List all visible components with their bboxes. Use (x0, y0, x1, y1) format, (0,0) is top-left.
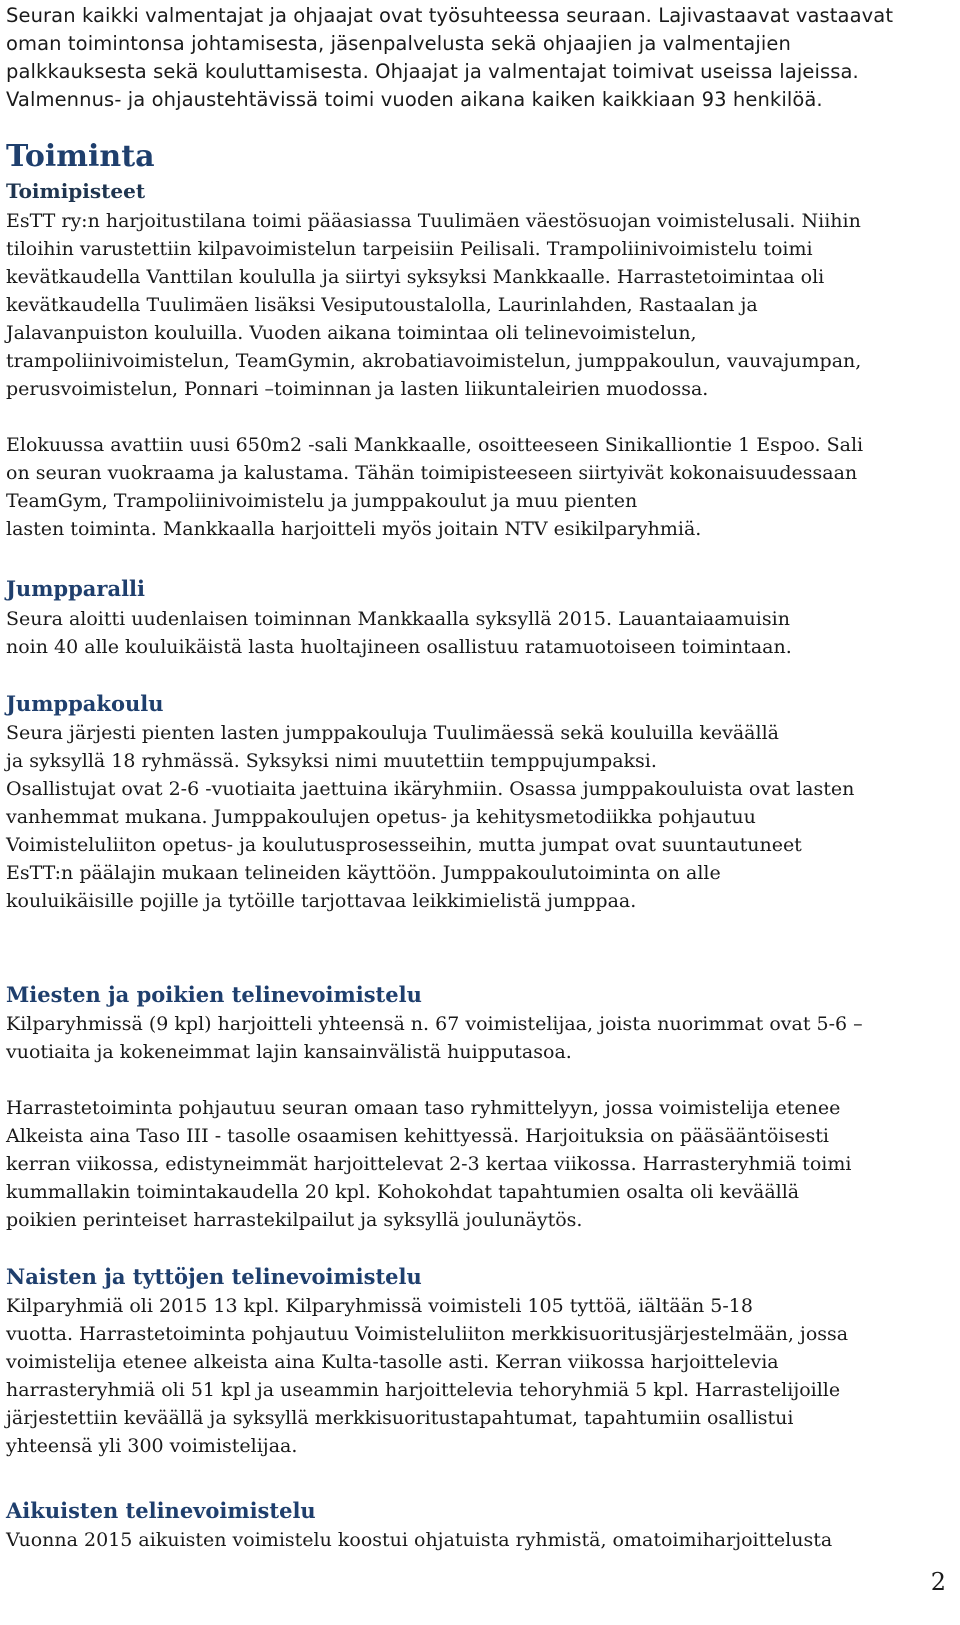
paragraph-line: Jalavanpuiston kouluilla. Vuoden aikana toimintaa oli telinevoimistelun, (6, 322, 697, 344)
paragraph-line: EsTT ry:n harjoitustilana toimi pääasiassa Tuulimäen väestösuojan voimistelusali. Niihin (6, 210, 861, 232)
jumppakoulu-paragraph (6, 719, 854, 915)
intro-line: Valmennus- ja ohjaustehtävissä toimi vuoden aikana kaiken kaikkiaan 93 henkilöä. (6, 88, 823, 111)
miesten-heading: Miesten ja poikien telinevoimistelu (6, 982, 422, 1007)
jumpparalli-paragraph (6, 605, 792, 661)
paragraph-line: kouluikäisille pojille ja tytöille tarjottavaa leikkimielistä jumppaa. (6, 890, 637, 912)
paragraph-line: Voimisteluliiton opetus- ja koulutusprosesseihin, mutta jumpat ovat suuntautuneet (6, 834, 802, 856)
paragraph-line: Vuonna 2015 aikuisten voimistelu koostui ohjatuista ryhmistä, omatoimiharjoittelusta (6, 1529, 833, 1551)
paragraph-line: Harrastetoiminta pohjautuu seuran omaan taso ryhmittelyyn, jossa voimistelija etenee (6, 1097, 841, 1119)
paragraph-line: voimistelija etenee alkeista aina Kulta-tasolle asti. Kerran viikossa harjoittelevia (6, 1351, 779, 1373)
toimipisteet-heading: Toimipisteet (6, 179, 146, 203)
toimipisteet-paragraph-2 (6, 431, 863, 543)
paragraph-line: trampoliinivoimistelun, TeamGymin, akrobatiavoimistelun, jumppakoulun, vauvajumpan, (6, 350, 862, 372)
paragraph-line: Kilparyhmiä oli 2015 13 kpl. Kilparyhmissä voimisteli 105 tyttöä, iältään 5-18 (6, 1295, 753, 1317)
naisten-heading: Naisten ja tyttöjen telinevoimistelu (6, 1264, 422, 1289)
paragraph-line: lasten toiminta. Mankkaalla harjoitteli myös joitain NTV esikilparyhmiä. (6, 518, 702, 540)
miesten-paragraph-2 (6, 1094, 851, 1234)
toimipisteet-paragraph-1 (6, 207, 861, 403)
section-title: Toiminta (6, 139, 155, 174)
paragraph-line: Alkeista aina Taso III - tasolle osaamisen kehittyessä. Harjoituksia on pääsääntöisesti (6, 1125, 829, 1147)
page-number: 2 (930, 1568, 946, 1596)
miesten-paragraph-1 (6, 1010, 863, 1066)
paragraph-line: Elokuussa avattiin uusi 650m2 -sali Mankkaalle, osoitteeseen Sinikalliontie 1 Espoo. Sali (6, 434, 864, 456)
paragraph-line: järjestettiin keväällä ja syksyllä merkkisuoritustapahtumat, tapahtumiin osallistui (6, 1407, 794, 1429)
jumppakoulu-heading: Jumppakoulu (6, 691, 164, 716)
jumpparalli-heading: Jumpparalli (6, 576, 146, 601)
aikuisten-heading: Aikuisten telinevoimistelu (6, 1498, 316, 1523)
paragraph-line: vuotta. Harrastetoiminta pohjautuu Voimisteluliiton merkkisuoritusjärjestelmään, jossa (6, 1323, 849, 1345)
paragraph-line: tiloihin varustettiin kilpavoimistelun tarpeisiin Peilisali. Trampoliinivoimistelu toimi (6, 238, 813, 260)
intro-line: Seuran kaikki valmentajat ja ohjaajat ovat työsuhteessa seuraan. Lajivastaavat vastaavat (6, 4, 894, 27)
paragraph-line: on seuran vuokraama ja kalustama. Tähän toimipisteeseen siirtyivät kokonaisuudessaan (6, 462, 858, 484)
paragraph-line: Seura aloitti uudenlaisen toiminnan Mankkaalla syksyllä 2015. Lauantaiaamuisin (6, 608, 790, 630)
paragraph-line: Kilparyhmissä (9 kpl) harjoitteli yhteensä n. 67 voimistelijaa, joista nuorimmat ovat 5-6 – (6, 1013, 863, 1035)
paragraph-line: vuotiaita ja kokeneimmat lajin kansainvälistä huipputasoa. (6, 1041, 572, 1063)
paragraph-line: EsTT:n päälajin mukaan telineiden käyttöön. Jumppakoulutoiminta on alle (6, 862, 721, 884)
paragraph-line: perusvoimistelun, Ponnari –toiminnan ja lasten liikuntaleirien muodossa. (6, 378, 709, 400)
paragraph-line: kummallakin toimintakaudella 20 kpl. Kohokohdat tapahtumien osalta oli keväällä (6, 1181, 800, 1203)
intro-line: oman toimintonsa johtamisesta, jäsenpalvelusta sekä ohjaajien ja valmentajien (6, 32, 791, 55)
paragraph-line: noin 40 alle kouluikäistä lasta huoltajineen osallistuu ratamuotoiseen toimintaan. (6, 636, 792, 658)
paragraph-line: harrasteryhmiä oli 51 kpl ja useammin harjoittelevia tehoryhmiä 5 kpl. Harrastelijoille (6, 1379, 841, 1401)
naisten-paragraph (6, 1292, 848, 1460)
paragraph-line: yhteensä yli 300 voimistelijaa. (6, 1435, 298, 1457)
intro-line: palkkauksesta sekä kouluttamisesta. Ohjaajat ja valmentajat toimivat useissa lajeissa. (6, 60, 859, 83)
paragraph-line: Osallistujat ovat 2-6 -vuotiaita jaettuina ikäryhmiin. Osassa jumppakouluista ovat lasten (6, 778, 855, 800)
intro-paragraph (6, 2, 893, 114)
paragraph-line: TeamGym, Trampoliinivoimistelu ja jumppakoulut ja muu pienten (6, 490, 638, 512)
paragraph-line: vanhemmat mukana. Jumppakoulujen opetus- ja kehitysmetodiikka pohjautuu (6, 806, 756, 828)
aikuisten-paragraph (6, 1526, 832, 1554)
paragraph-line: ja syksyllä 18 ryhmässä. Syksyksi nimi muutettiin temppujumpaksi. (6, 750, 657, 772)
paragraph-line: Seura järjesti pienten lasten jumppakouluja Tuulimäessä sekä kouluilla keväällä (6, 722, 779, 744)
paragraph-line: poikien perinteiset harrastekilpailut ja syksyllä joulunäytös. (6, 1209, 583, 1231)
paragraph-line: kerran viikossa, edistyneimmät harjoittelevat 2-3 kertaa viikossa. Harrasteryhmiä toimi (6, 1153, 852, 1175)
paragraph-line: kevätkaudella Vanttilan koululla ja siirtyi syksyksi Mankkaalle. Harrastetoimintaa oli (6, 266, 825, 288)
paragraph-line: kevätkaudella Tuulimäen lisäksi Vesiputoustalolla, Laurinlahden, Rastaalan ja (6, 294, 758, 316)
